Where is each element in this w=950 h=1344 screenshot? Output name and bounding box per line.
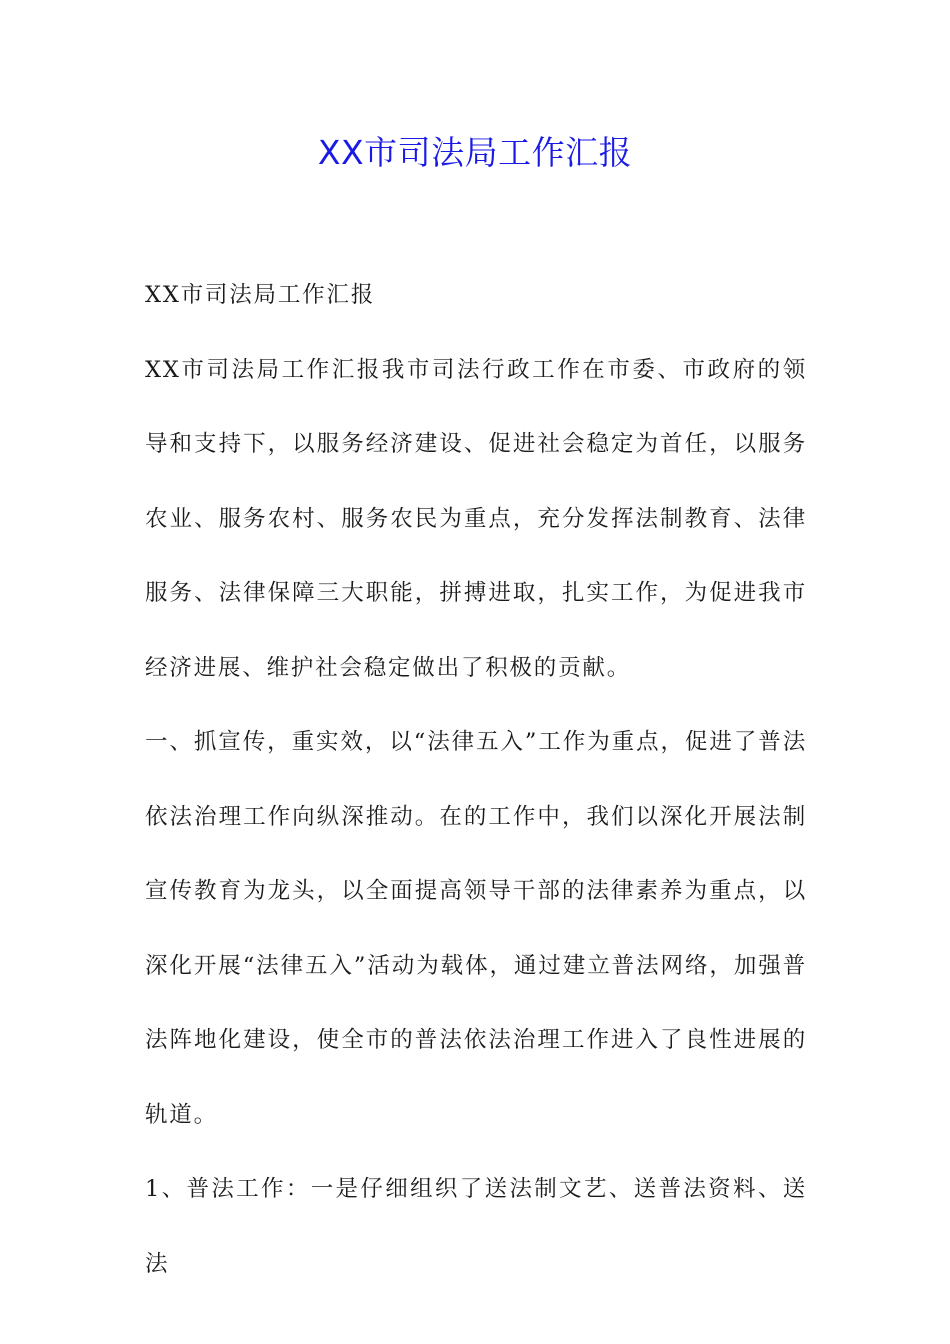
- paragraph-item-one: 1、普法工作：一是仔细组织了送法制文艺、送普法资料、送法: [145, 1176, 807, 1277]
- paragraph-section-one: 一、抓宣传，重实效，以“法律五入”工作为重点，促进了普法依法治理工作向纵深推动。在的工作中，我们以深化开展法制宣传教育为龙头，以全面提高领导干部的法律素养为重点，以深化开展“法律五入”活动为载体，通过建立普法网络，加强普法阵地化建设，使全市的普法依法治理工作进入了良性进展的轨道。: [145, 729, 807, 1128]
- paragraph-heading: XX市司法局工作汇报: [145, 282, 376, 308]
- document-title: XX市司法局工作汇报: [317, 133, 633, 172]
- document-body: [145, 258, 807, 1301]
- paragraph-intro: XX市司法局工作汇报我市司法行政工作在市委、市政府的领导和支持下，以服务经济建设、促进社会稳定为首任，以服务农业、服务农村、服务农民为重点，充分发挥法制教育、法律服务、法律保障三大职能，拼搏进取，扎实工作，为促进我市经济进展、维护社会稳定做出了积极的贡献。: [145, 356, 807, 681]
